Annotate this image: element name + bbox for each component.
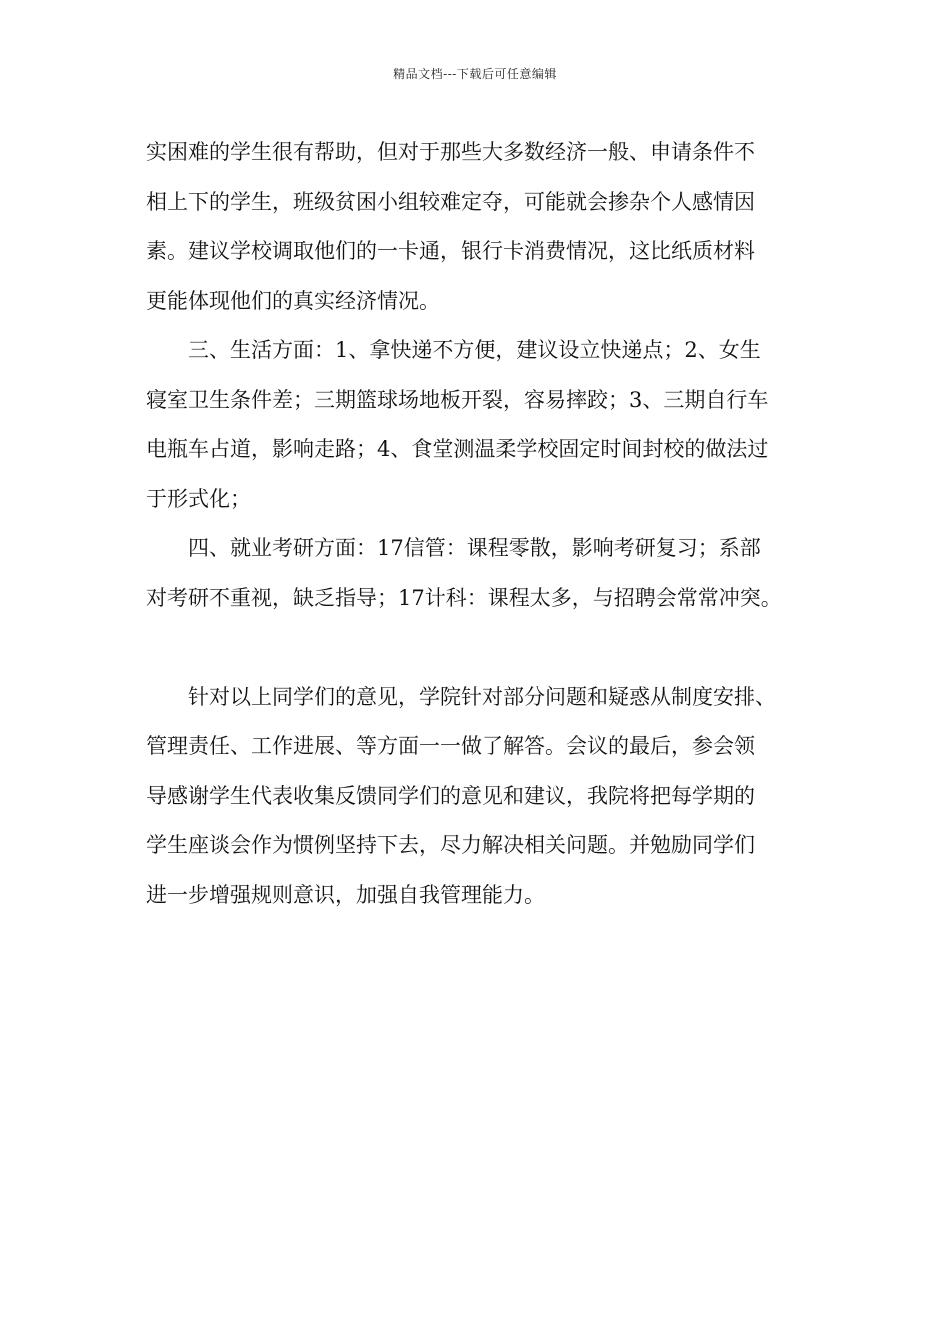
text-line: 学生座谈会作为惯例坚持下去，尽力解决相关问题。并勉励同学们	[146, 833, 755, 857]
text-line: 进一步增强规则意识，加强自我管理能力。	[146, 882, 545, 907]
text-line: 导感谢学生代表收集反馈同学们的意见和建议，我院将把每学期的	[146, 783, 755, 808]
text-line: 更能体现他们的真实经济情况。	[146, 288, 440, 313]
text-line: 三、生活方面：1、拿快递不方便，建议设立快递点；2、女生	[146, 338, 761, 362]
text-line: 对考研不重视，缺乏指导；17计科：课程太多，与招聘会常常冲突。	[146, 585, 782, 610]
text-line: 针对以上同学们的意见，学院针对部分问题和疑惑从制度安排、	[146, 684, 776, 709]
paragraph-financial-aid	[146, 128, 811, 326]
text-line: 管理责任、工作进展、等方面一一做了解答。会议的最后，参会领	[146, 734, 755, 758]
text-line: 于形式化；	[146, 486, 251, 511]
text-line: 实困难的学生很有帮助，但对于那些大多数经济一般、申请条件不	[146, 140, 755, 164]
text-line: 四、就业考研方面：17信管：课程零散，影响考研复习；系部	[146, 536, 761, 560]
text-line: 寝室卫生条件差；三期篮球场地板开裂，容易摔跤；3、三期自行车	[146, 387, 769, 412]
paragraph-conclusion	[146, 673, 811, 921]
text-line: 素。建议学校调取他们的一卡通，银行卡消费情况，这比纸质材料	[146, 239, 755, 263]
paragraph-life-issues	[146, 326, 811, 524]
paragraph-spacer	[146, 623, 811, 673]
page-header: 精品文档---下载后可任意编辑	[393, 67, 557, 81]
document-body	[146, 128, 811, 920]
text-line: 电瓶车占道，影响走路；4、食堂测温柔学校固定时间封校的做法过	[146, 437, 769, 461]
paragraph-employment-exam	[146, 524, 811, 623]
text-line: 相上下的学生，班级贫困小组较难定夺，可能就会掺杂个人感情因	[146, 189, 755, 214]
